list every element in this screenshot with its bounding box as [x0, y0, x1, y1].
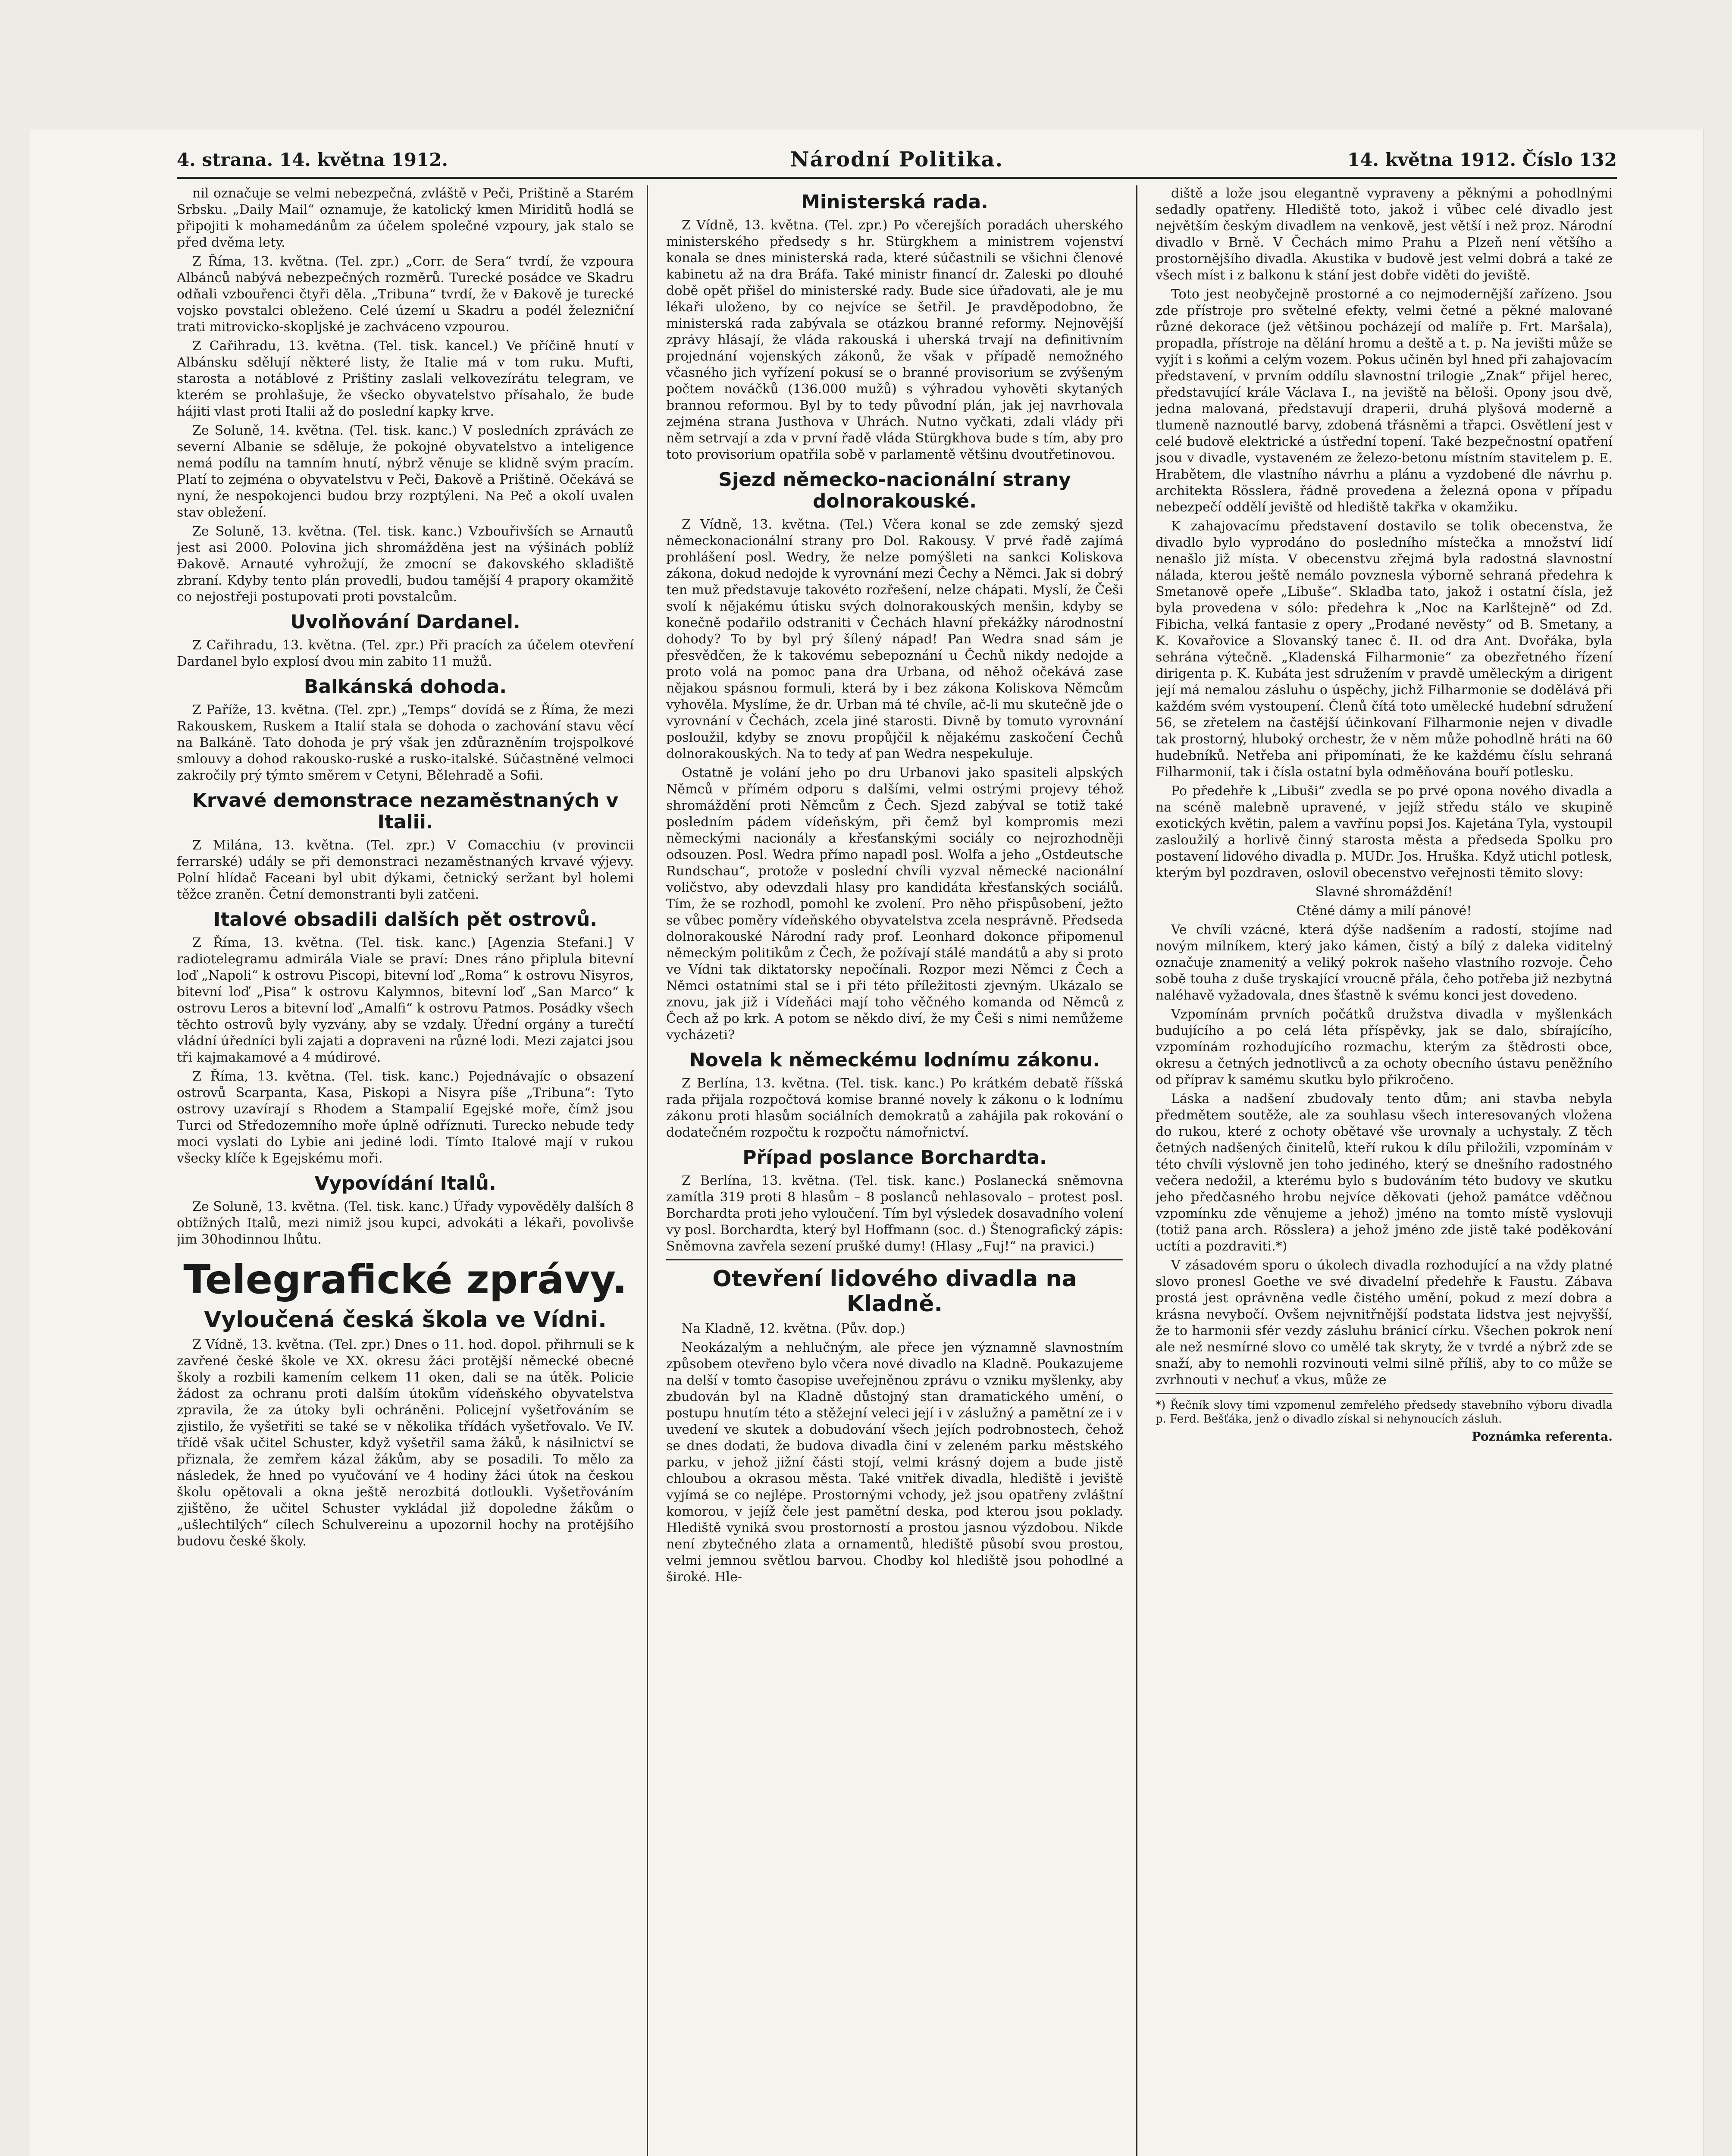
article-paragraph: Z Berlína, 13. května. (Tel. tisk. kanc.) Poslanecká sněmovna zamítla 319 proti 8 hlasům – 8 poslanců nehlasovalo – protest posl. Borchardta proti jeho vyloučení. Tím byl výsledek dosavadního volení vy posl. Borchardta, který byl Hoffmann (soc. d.) Štenografický zápis: Sněmovna zavřela sezení prušké dumy! (Hlasy „Fuj!“ na pravici.) [666, 1173, 1123, 1254]
article-paragraph: Po předehře k „Libuši“ zvedla se po prvé opona nového divadla a na scéně malebně upravené, v jejíž středu stálo ve skupině exotických květin, palem a vavřínu popsi Jos. Kajetána Tyla, vystoupil zasloužilý a horlivě činný starosta města a předseda Spolku pro postavení lidového divadla p. MUDr. Jos. Hruška. Když utichl potlesk, kterým byl pozdraven, oslovil obecenstvo veřejnosti těmito slovy: [1156, 783, 1613, 881]
column-2 [666, 185, 1123, 2156]
section-heading: Telegrafické zprávy. [183, 1257, 627, 1303]
article-heading: Uvolňování Dardanel. [290, 611, 520, 633]
article-heading: Ministerská rada. [801, 191, 988, 213]
article-paragraph: Ve chvíli vzácné, která dýše nadšením a radostí, stojíme nad novým milníkem, který jako kámen, čistý a bílý z daleka viditelný označuje znamenitý a veliký pokrok našeho vlastního rozvoje. Čeho sobě touha z duše tryskající vroucně přála, čeho potřeba již nezbytná naléhavě vyžadovala, dnes šťastně k svému konci jest dovedeno. [1156, 922, 1613, 1003]
header-left: 4. strana. 14. května 1912. [177, 149, 448, 170]
article-paragraph: Z Vídně, 13. května. (Tel. zpr.) Dnes o 11. hod. dopol. přihrnuli se k zavřené české škole ve XX. okresu žáci protější německé obecné školy a rozbili kamením celkem 11 oken, dali se na útěk. Policie žádost za ochranu proti dalším útokům vídeňského obyvatelstva zpravila, že za útoky byli ochráněni. Policejní vyšetřováním se zjistilo, že vyšetřiti se také se v několika třídách vyšetřovalo. Ve IV. třídě však učitel Schuster, když vyšetřil sama žáků, k násilnictví se přiznala, že zemřem kázal žákům, aby se posadili. To mělo za následek, že hned po vyučování ve 4 hodiny žáci útok na českou školu opětovali a okna ještě nerozbitá dotloukli. Vyšetřováním zjištěno, že učitel Schuster vykládal již dopoledne žákům o „ušlechtilých“ cílech Schulvereinu a upozornil hochy na protějšího budovu české školy. [177, 1337, 634, 1549]
article-heading: Vyloučená česká škola ve Vídni. [204, 1307, 607, 1333]
article-paragraph: Neokázalým a nehlučným, ale přece jen významně slavnostním způsobem otevřeno bylo včera nové divadlo na Kladně. Poukazujeme na delší v tomto časopise uveřejněnou zprávu o vzniku myšlenky, aby zbudován byl na Kladně důstojný stan dramatického umění, o postupu hnutím této a stěžejní veleci její i v záslužný a pamětní ze i v uvedení ve skutek a dobudování všech jejích podrobnostech, čehož se dnes dodati, že budova divadla činí v zeleném parku městského parku, v jehož jižní části stojí, velmi krásný dojem a bude jistě chloubou a okrasou města. Také vnitřek divadla, hlediště i jeviště vyjímá se co nejlépe. Prostornými vchody, jež jsou opatřeny zvláštní komorou, v jejíž čele jest pamětní deska, pod kterou jsou poklady. Hlediště vyniká svou prostorností a prostou jasnou výzdobou. Nikde není zbytečného zlata a ornamentů, hlediště působí svou prostou, velmi jemnou světlou barvou. Chodby kol hlediště jsou pohodlné a široké. Hle- [666, 1340, 1123, 1585]
article-paragraph: Z Milána, 13. května. (Tel. zpr.) V Comacchiu (v provincii ferrarské) udály se při demonstraci nezaměstnaných krvavé výjevy. Polní hlídač Faceani byl ubit dýkami, četnický seržant byl holemi těžce zraněn. Četní demonstranti byli zatčeni. [177, 838, 634, 902]
article-paragraph: Láska a nadšení zbudovaly tento dům; ani stavba nebyla předmětem soutěže, ale za souhlasu všech interesovaných vložena do rukou, které z ochoty obětavé vše urovnaly a uchystaly. Z těch četných nadšených činitelů, kteří rukou k dílu přiložili, vzpomínám v této chvíli výslovně jen toho jediného, který se dnešního radostného večera nedožil, a kterému bylo s budováním této budovy ve skutku jeho předčasného hrobu nejvíce děkovati (jehož památce vděčnou vzpomínku zde věnujeme a jehož) jméno na tomto místě vyslovuji (totiž pana arch. Rösslera) a jehož jméno zde jistě také poděkování uctíti a pozdraviti.*) [1156, 1091, 1613, 1254]
article-paragraph: diště a lože jsou elegantně vypraveny a pěknými a pohodlnými sedadly opatřeny. Hlediště toto, jakož i vůbec celé divadlo jest největším českým divadlem na venkově, jest větší i než proz. Národní divadlo v Brně. V Čechách mimo Prahu a Plzeň není většího a prostornějšího divadla. Akustika v budově jest velmi dobrá a také ze všech míst i z balkonu k stání jest dobře viděti do jeviště. [1156, 186, 1613, 283]
article-paragraph: Z Cařihradu, 13. května. (Tel. tisk. kancel.) Ve příčině hnutí v Albánsku sdělují některé listy, že Italie má v tom ruku. Mufti, starosta a notáblové z Prištiny zaslali velkovezírátu telegram, ve kterém se prohlašuje, že všecko obyvatelstvo přísahalo, že bude hájiti vlast proti Italii až do poslední kapky krve. [177, 338, 634, 419]
column-divider [1136, 185, 1137, 2156]
header-right: 14. května 1912. Číslo 132 [1347, 149, 1617, 170]
article-heading: Otevření lidového divadla na Kladně. [712, 1266, 1077, 1317]
article-heading: Italové obsadili dalších pět ostrovů. [213, 909, 597, 931]
footnote-signature: Poznámka referenta. [1472, 1429, 1613, 1444]
article-paragraph: Z Berlína, 13. května. (Tel. tisk. kanc.) Po krátkém debatě říšská rada přijala rozpočtová komise branné novely k zákonu o k lodnímu zákonu proti hlasům sociálních demokratů a zahájila pak rokování o dodatečném rozpočtu k rozpočtu námořnictví. [666, 1076, 1123, 1140]
article-paragraph: Ze Soluně, 13. května. (Tel. tisk. kanc.) Vzbouřivších se Arnautů jest asi 2000. Polovina jich shromážděna jest na výšinách poblíž Đakově. Arnauté vyhrožují, že zmocní se đakovského skladiště zbraní. Kdyby tento plán provedli, budou tamější 4 prapory okamžitě co nejostřeji postupovati proti povstalcům. [177, 524, 634, 605]
article-paragraph: nil označuje se velmi nebezpečná, zvláště v Peči, Prištině a Starém Srbsku. „Daily Mail“ oznamuje, že katolický kmen Miriditů hodlá se připojiti k mohamedánům za účelem společné vzpoury, jak stalo se před dvěma lety. [177, 186, 634, 250]
footnote-rule [1156, 1393, 1613, 1394]
article-paragraph: Z Vídně, 13. května. (Tel.) Včera konal se zde zemský sjezd německonacionální strany pro Dol. Rakousy. V prvé řadě zajímá prohlášení posl. Wedry, že nelze pomýšleti na sankci Koliskova zákona, dokud nedojde k vyrovnání mezi Čechy a Němci. Jak si dobrý ten muž představuje takovéto rozřešení, nelze chápati. Myslí, že Češi svolí k nějakému útisku svých dolnorakouských menšin, kdyby se konečně podařilo odstraniti v Čechách hlavní překážky národnostní dohody? To by byl prý šílený nápad! Pan Wedra snad sám je přesvědčen, že k takovému sebepoznání u Čechů nikdy nedojde a proto volá na pomoc pana dra Urbana, od něhož očekává zase nějakou spásnou formuli, která by i bez zákona Koliskova Němcům vyhověla. Myslíme, že dr. Urban má té chvíle, ač-li mu skutečně jde o vyrovnání v Čechách, zcela jiné starosti. Divně by tomuto vyrovnání posloužil, kdyby se znovu propůjčil k nějakému zaskočení Čechů dolnorakouských. Na to tedy ať pan Wedra nespekuluje. [666, 517, 1123, 761]
article-paragraph: Toto jest neobyčejně prostorné a co nejmodernější zařízeno. Jsou zde přístroje pro světelné efekty, velmi četné a pěkné malované různé dekorace (jež většinou pocházejí od malíře p. Frt. Maršala), propadla, přístroje na dělání hromu a deště a t. p. Na jevišti může se vyjít i s koňmi a celým vozem. Pokus učiněn byl hned při zahajovacím představení, v prvním oddílu slavnostní trilogie „Znak“ přijel herec, představující krále Václava I., na jeviště na běloši. Opony jsou dvě, jedna malovaná, představují draperii, druhá plyšová moderně a tlumeně naznoutlé barvy, zdobená třásněmi a třapci. Osvětlení jest v celé budově elektrické a ústřední topení. Také bezpečnostní opatření jsou v divadle, vystaveném ze železo-betonu místním stavitelem p. E. Hrabětem, dle vlastního návrhu a plánu a vyzdobené dle návrhu p. architekta Rösslera, řádně provedena a železná opona v případu nebezpečí oddělí jeviště od hlediště takřka v okamžiku. [1156, 287, 1613, 515]
article-heading: Novela k německému lodnímu zákonu. [689, 1049, 1100, 1071]
speech-salutation: Ctěné dámy a milí pánové! [1296, 903, 1472, 918]
article-heading: Sjezd německo-nacionální strany dolnorakouské. [718, 469, 1071, 512]
article-paragraph: Z Říma, 13. května. (Tel. tisk. kanc.) [Agenzia Stefani.] V radiotelegramu admirála Viale se praví: Dnes ráno připlula bitevní loď „Napoli“ k ostrovu Piscopi, bitevní loď „Roma“ k ostrovu Nisyros, bitevní loď „Pisa“ k ostrovu Kalymnos, bitevní loď „San Marco“ k ostrovu Leros a bitevní loď „Amalfi“ k ostrovu Patmos. Posádky všech těchto ostrovů byly vyzvány, aby se vzdaly. Úřední orgány a turečtí vládní úředníci byli zajati a dopraveni na různé lodi. Mezi zajatci jsou tři kajmakamové a 4 múdirové. [177, 935, 634, 1065]
article-heading: Balkánská dohoda. [304, 676, 507, 698]
column-1 [177, 185, 634, 2156]
article-paragraph: Z Paříže, 13. května. (Tel. zpr.) „Temps“ dovídá se z Říma, že mezi Rakouskem, Ruskem a Italií stala se dohoda o zachování stavu věcí na Balkáně. Tato dohoda je prý však jen zdůrazněním trojspolkové smlouvy a dohod rakousko-ruské a rusko-italské. Súčastněné velmoci zakročily prý týmto směrem v Cetyni, Bělehradě a Sofii. [177, 702, 634, 783]
article-heading: Případ poslance Borchardta. [742, 1147, 1047, 1169]
article-heading: Vypovídání Italů. [314, 1172, 496, 1194]
section-rule [666, 1259, 1123, 1260]
article-paragraph: Z Cařihradu, 13. května. (Tel. zpr.) Při pracích za účelem otevření Dardanel bylo explosí dvou min zabito 11 mužů. [177, 638, 634, 669]
column-divider [647, 185, 648, 2156]
masthead-title: Národní Politika. [790, 147, 1004, 172]
article-paragraph: V zásadovém sporu o úkolech divadla rozhodující a na vždy platné slovo pronesl Goethe ve své divadelní předehře k Faustu. Zábava prostá jest oprávněna vedle čistého umění, pokud z mezí dobra a krásna nevybočí. Ovšem nejvnitřnější podstata lidstva jest nejvyšší, že to harmonii sfér vezdy zásluhu bránicí círku. Všechen pokrok není ale než nesmírné slovo co umělé tak skryty, že v tvrdé a nýbrž zde se snaží, aby to nemohli rozvinouti velmi silně příliš, aby to co může se zvrhnouti v nechuť a vkus, může ze [1156, 1258, 1613, 1388]
column-3 [1156, 185, 1613, 2156]
article-paragraph: Z Říma, 13. května. (Tel. zpr.) „Corr. de Sera“ tvrdí, že vzpoura Albánců nabývá nebezpečných rozměrů. Turecké posádce ve Skadru odňali vzbouřenci čtyři děla. „Tribuna“ tvrdí, že v Đakově je turecké vojsko povstalci obleženo. Celé území u Skadru a podél železniční trati mitrovicko-skopljské je zachváceno vzpourou. [177, 254, 634, 335]
footnote: *) Řečník slovy tími vzpomenul zemřelého předsedy stavebního výboru divadla p. Ferd. Bešťáka, jenž o divadlo získal si nehynoucích zásluh. [1156, 1399, 1613, 1426]
dateline: Na Kladně, 12. května. (Pův. dop.) [682, 1321, 905, 1336]
newspaper-page [30, 129, 1703, 2156]
article-paragraph: Ostatně je volání jeho po dru Urbanovi jako spasiteli alpských Němců v přímém odporu s dalšími, velmi ostrými projevy téhož shromáždění proti Němcům z Čech. Sjezd zabýval se totiž také posledním pádem vídeňským, při čemž byl kompromis mezi německými nacionály a křesťanskými sociály co nejrozhodněji odsouzen. Posl. Wedra přímo napadl posl. Wolfa a jeho „Ostdeutsche Rundschau“, protože v poslední chvíli vyzval německé nacionální voličstvo, aby odevzdali hlasy pro kandidáta křesťanských sociálů. Tím, že se rozhodl, pomohl ke zvolení. Pro něho přispůsobení, ježto se vůbec poměry vídeňského obyvatelstva zcela nesprávně. Předseda dolnorakouské Národní rady prof. Leonhard dokonce připomenul německým politikům z Čech, že požívají stálé mandátů a aby si proto ve Vídni tak diktatorsky nepočínali. Rozpor mezi Němci z Čech a Němci ostatními stal se i při této příležitosti zjevným. Ukázalo se znovu, jak již i Vídeňáci mají toho věčného komanda od Němců z Čech až po krk. A potom se někdo diví, že my Češi s nimi nemůžeme vycházeti? [666, 765, 1123, 1043]
article-paragraph: Z Říma, 13. května. (Tel. tisk. kanc.) Pojednávajíc o obsazení ostrovů Scarpanta, Kasa, Piskopi a Nisyra píše „Tribuna“: Tyto ostrovy uzavírají s Rhodem a Stampalií Egejské moře, čímž jsou Turci od Středozemního moře úplně odříznuti. Turecko nebude tedy moci vyslati do Lybie ani jediné lodi. Tímto Italové mají v rukou všecky klíče k Egejskému moři. [177, 1069, 634, 1166]
speech-salutation: Slavné shromáždění! [1315, 884, 1453, 899]
article-paragraph: Vzpomínám prvních počátků družstva divadla v myšlenkách budujícího a po celá léta příspěvky, jak se dalo, sbírajícího, vzpomínám rozhodujícího rozmachu, kterým za štědrosti obce, okresu a četných jednotlivců a za ochoty obecního ústavu peněžního od příprav k samému skutku bylo přikročeno. [1156, 1007, 1613, 1087]
page-header [177, 147, 1617, 172]
article-paragraph: Z Vídně, 13. května. (Tel. zpr.) Po včerejších poradách uherského ministerského předsedy s hr. Stürgkhem a ministrem vojenství konala se dnes ministerská rada, které súčastnili se všichni členové kabinetu až na dra Bráfa. Také ministr financí dr. Zaleski po dlouhé době opět přišel do ministerské rady. Bude sice úřadovati, ale je mu lékaři uloženo, by co nejvíce se šetřil. Je pravděpodobno, že ministerská rada zabývala se otázkou branné reformy. Nejnovější zprávy hlásají, že vláda rakouská i uherská trvají na definitivním projednání vojenských zákonů, že však v případě nemožného včasného jich vyřízení pokusí se o branné provisorium se zvýšeným počtem nováčků (136.000 mužů) s výhradou vyhověti skytaných brannou reformou. Byl by to tedy původní plán, jak jej navrhovala zejména strana Justhova v Uhrách. Nutno vyčkati, zdali vlády při něm setrvají a zda v první řadě vláda Stürgkhova bude s tím, aby pro toto provisorium opatřila sobě v parlamentě většinu dvoutřetinovou. [666, 218, 1123, 462]
article-paragraph: Ze Soluně, 13. května. (Tel. tisk. kanc.) Úřady vypověděly dalších 8 obtížných Italů, mezi nimiž jsou kupci, advokáti a lékaři, povolivše jim 30hodinnou lhůtu. [177, 1199, 634, 1247]
article-paragraph: K zahajovacímu představení dostavilo se tolik obecenstva, že divadlo bylo vyprodáno do posledního místečka a množství lidí nenašlo již místa. V obecenstvu zřejmá byla radostná slavnostní nálada, kterou ještě nemálo povznesla výborně sehraná předehra k Smetanově opeře „Libuše“. Skladba tato, jakož i ostatní čísla, jež byla provedena v sólo: předehra k „Noc na Karlštejně“ od Zd. Fibicha, velká fantasie z opery „Prodané nevěsty“ od B. Smetany, a K. Kovařovice a Slovanský tanec č. II. od dra Ant. Dvořáka, byla sehrána výtečně. „Kladenská Filharmonie“ za obezřetného řízení dirigenta p. K. Kubáta jest sdružením v pravdě uměleckým a dirigent její má nemalou zásluhu o úspěchy, jichž Filharmonie se dodělává při každém svém vystoupení. Členů čítá toto umělecké hudební sdružení 56, se zřetelem na častější účinkovaní Filharmonie nejen v divadle tak prostorný, hluboký orchestr, že v něm může pohodlně hráti na 60 hudebníků. Netřeba ani připomínati, že ke každému číslu sehraná Filharmonií, tak i čísla ostatní byla odměňována bouří potlesku. [1156, 519, 1613, 780]
header-rule [177, 177, 1617, 179]
article-paragraph: Ze Soluně, 14. května. (Tel. tisk. kanc.) V posledních zprávách ze severní Albanie se sděluje, že pokojné obyvatelstvo a inteligence nemá podílu na tamním hnutí, nýbrž věnuje se klidně svým pracím. Platí to zejména o obyvatelstvu v Peči, Đakově a Prištině. Očekává se nyní, že nespokojenci budou brzy rozptýleni. Na Peč a okolí uvalen stav obležení. [177, 423, 634, 520]
article-heading: Krvavé demonstrace nezaměstnaných v Italii. [192, 790, 619, 833]
